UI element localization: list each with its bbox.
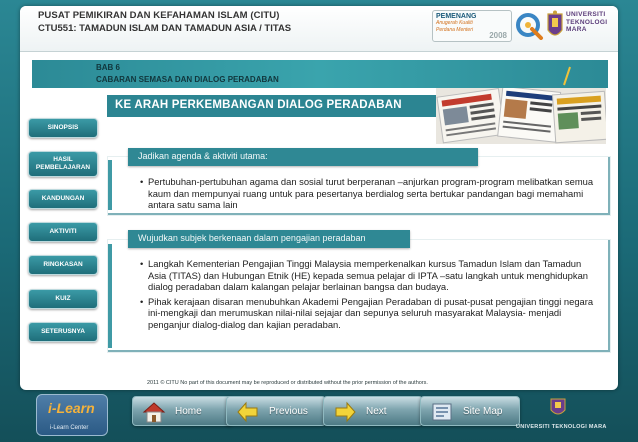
chapter-number: BAB 6 [96, 63, 121, 72]
chapter-name: CABARAN SEMASA DAN DIALOG PERADABAN [96, 75, 279, 84]
card-subject-heading: Wujudkan subjek berkenaan dalam pengajian peradaban [128, 230, 410, 248]
card-agenda-accent [108, 160, 112, 210]
home-button[interactable] [132, 396, 232, 426]
home-icon [141, 399, 167, 425]
award-line1: PEMENANG [436, 13, 477, 20]
list-item: • Langkah Kementerian Pengajian Tinggi Malaysia memperkenalkan kursus Tamadun Islam dan Tamadun Asia (TITAS) dan Hubungan Etnik (HE) kepada semua pelajar di IPTA –satu langkah untuk menghidupkan dialog peradaban dalam kalangan pelajar berlainan bangsa dan budaya. [140, 258, 598, 293]
award-line2: Anugerah Kualiti [436, 20, 473, 26]
award-line3: Perdana Menteri [436, 27, 473, 33]
card-subject-bullets [140, 258, 598, 333]
next-label: Next [366, 406, 387, 417]
list-item: • Pihak kerajaan disaran menubuhkan Akademi Pengajian Peradaban di pusat-pusat pengajian tinggi negara ini-mengkaji dan merumuskan nilai-nilai sejajar dan sepunya seluruh masyarakat Malaysia- menjadi penganjur dialog-dialog dan kajian peradaban. [140, 296, 598, 331]
award-badge [432, 10, 512, 42]
sidebar-item-aktiviti[interactable]: AKTIVITI [28, 222, 98, 242]
footer-university: UNIVERSITI TEKNOLOGI MARA [516, 424, 607, 430]
ilearn-logo-caption: i-Learn Center [50, 425, 89, 431]
university-name [566, 11, 607, 34]
card-agenda-heading: Jadikan agenda & aktiviti utama: [128, 148, 478, 166]
sidebar-item-sinopsis[interactable]: SINOPSIS [28, 118, 98, 138]
sidebar-item-kandungan[interactable]: KANDUNGAN [28, 189, 98, 209]
slash-decoration-icon [562, 66, 572, 86]
arrow-right-icon [332, 399, 358, 425]
uitm-footer-crest-icon [549, 397, 567, 419]
sitemap-icon [429, 399, 455, 425]
copyright-notice: 2011 © CITU No part of this document may be reproduced or distributed without the prior permission of the authors. [147, 380, 428, 386]
quality-q-logo-icon [514, 12, 544, 40]
university-line1: UNIVERSITI [566, 11, 606, 18]
card-subject-accent [108, 244, 112, 348]
institution-title: PUSAT PEMIKIRAN DAN KEFAHAMAN ISLAM (CITU) [38, 10, 280, 21]
sitemap-label: Site Map [463, 406, 503, 417]
sidebar-item-hasil-pembelajaran[interactable]: HASIL PEMBELAJARAN [28, 151, 98, 177]
sidebar-item-ringkasan[interactable]: RINGKASAN [28, 255, 98, 275]
university-line2: TEKNOLOGI [566, 18, 608, 26]
arrow-left-icon [235, 399, 261, 425]
uitm-crest-icon [546, 10, 564, 42]
sidebar-item-kuiz[interactable]: KUIZ [28, 289, 98, 309]
sidebar-item-seterusnya[interactable]: SETERUSNYA [28, 322, 98, 342]
university-line3: MARA [566, 26, 587, 33]
list-item: • Pertubuhan-pertubuhan agama dan sosial turut berperanan –anjurkan program-program melibatkan semua kaum dan mempunyai ruang untuk para pesertanya berdialog serta bertukar pandangan bagi memahami antara satu sama lain [140, 176, 598, 211]
newspaper-collage-image [436, 88, 606, 144]
card-agenda-bullets [140, 176, 598, 214]
next-button[interactable] [323, 396, 423, 426]
sitemap-button[interactable] [420, 396, 520, 426]
previous-button[interactable] [226, 396, 326, 426]
ilearn-logo-word: i-Learn [48, 400, 95, 416]
award-year: 2008 [489, 31, 507, 40]
section-title: KE ARAH PERKEMBANGAN DIALOG PERADABAN [107, 95, 438, 117]
home-label: Home [175, 406, 202, 417]
previous-label: Previous [269, 406, 308, 417]
course-title: CTU551: TAMADUN ISLAM DAN TAMADUN ASIA / TITAS [38, 23, 292, 34]
